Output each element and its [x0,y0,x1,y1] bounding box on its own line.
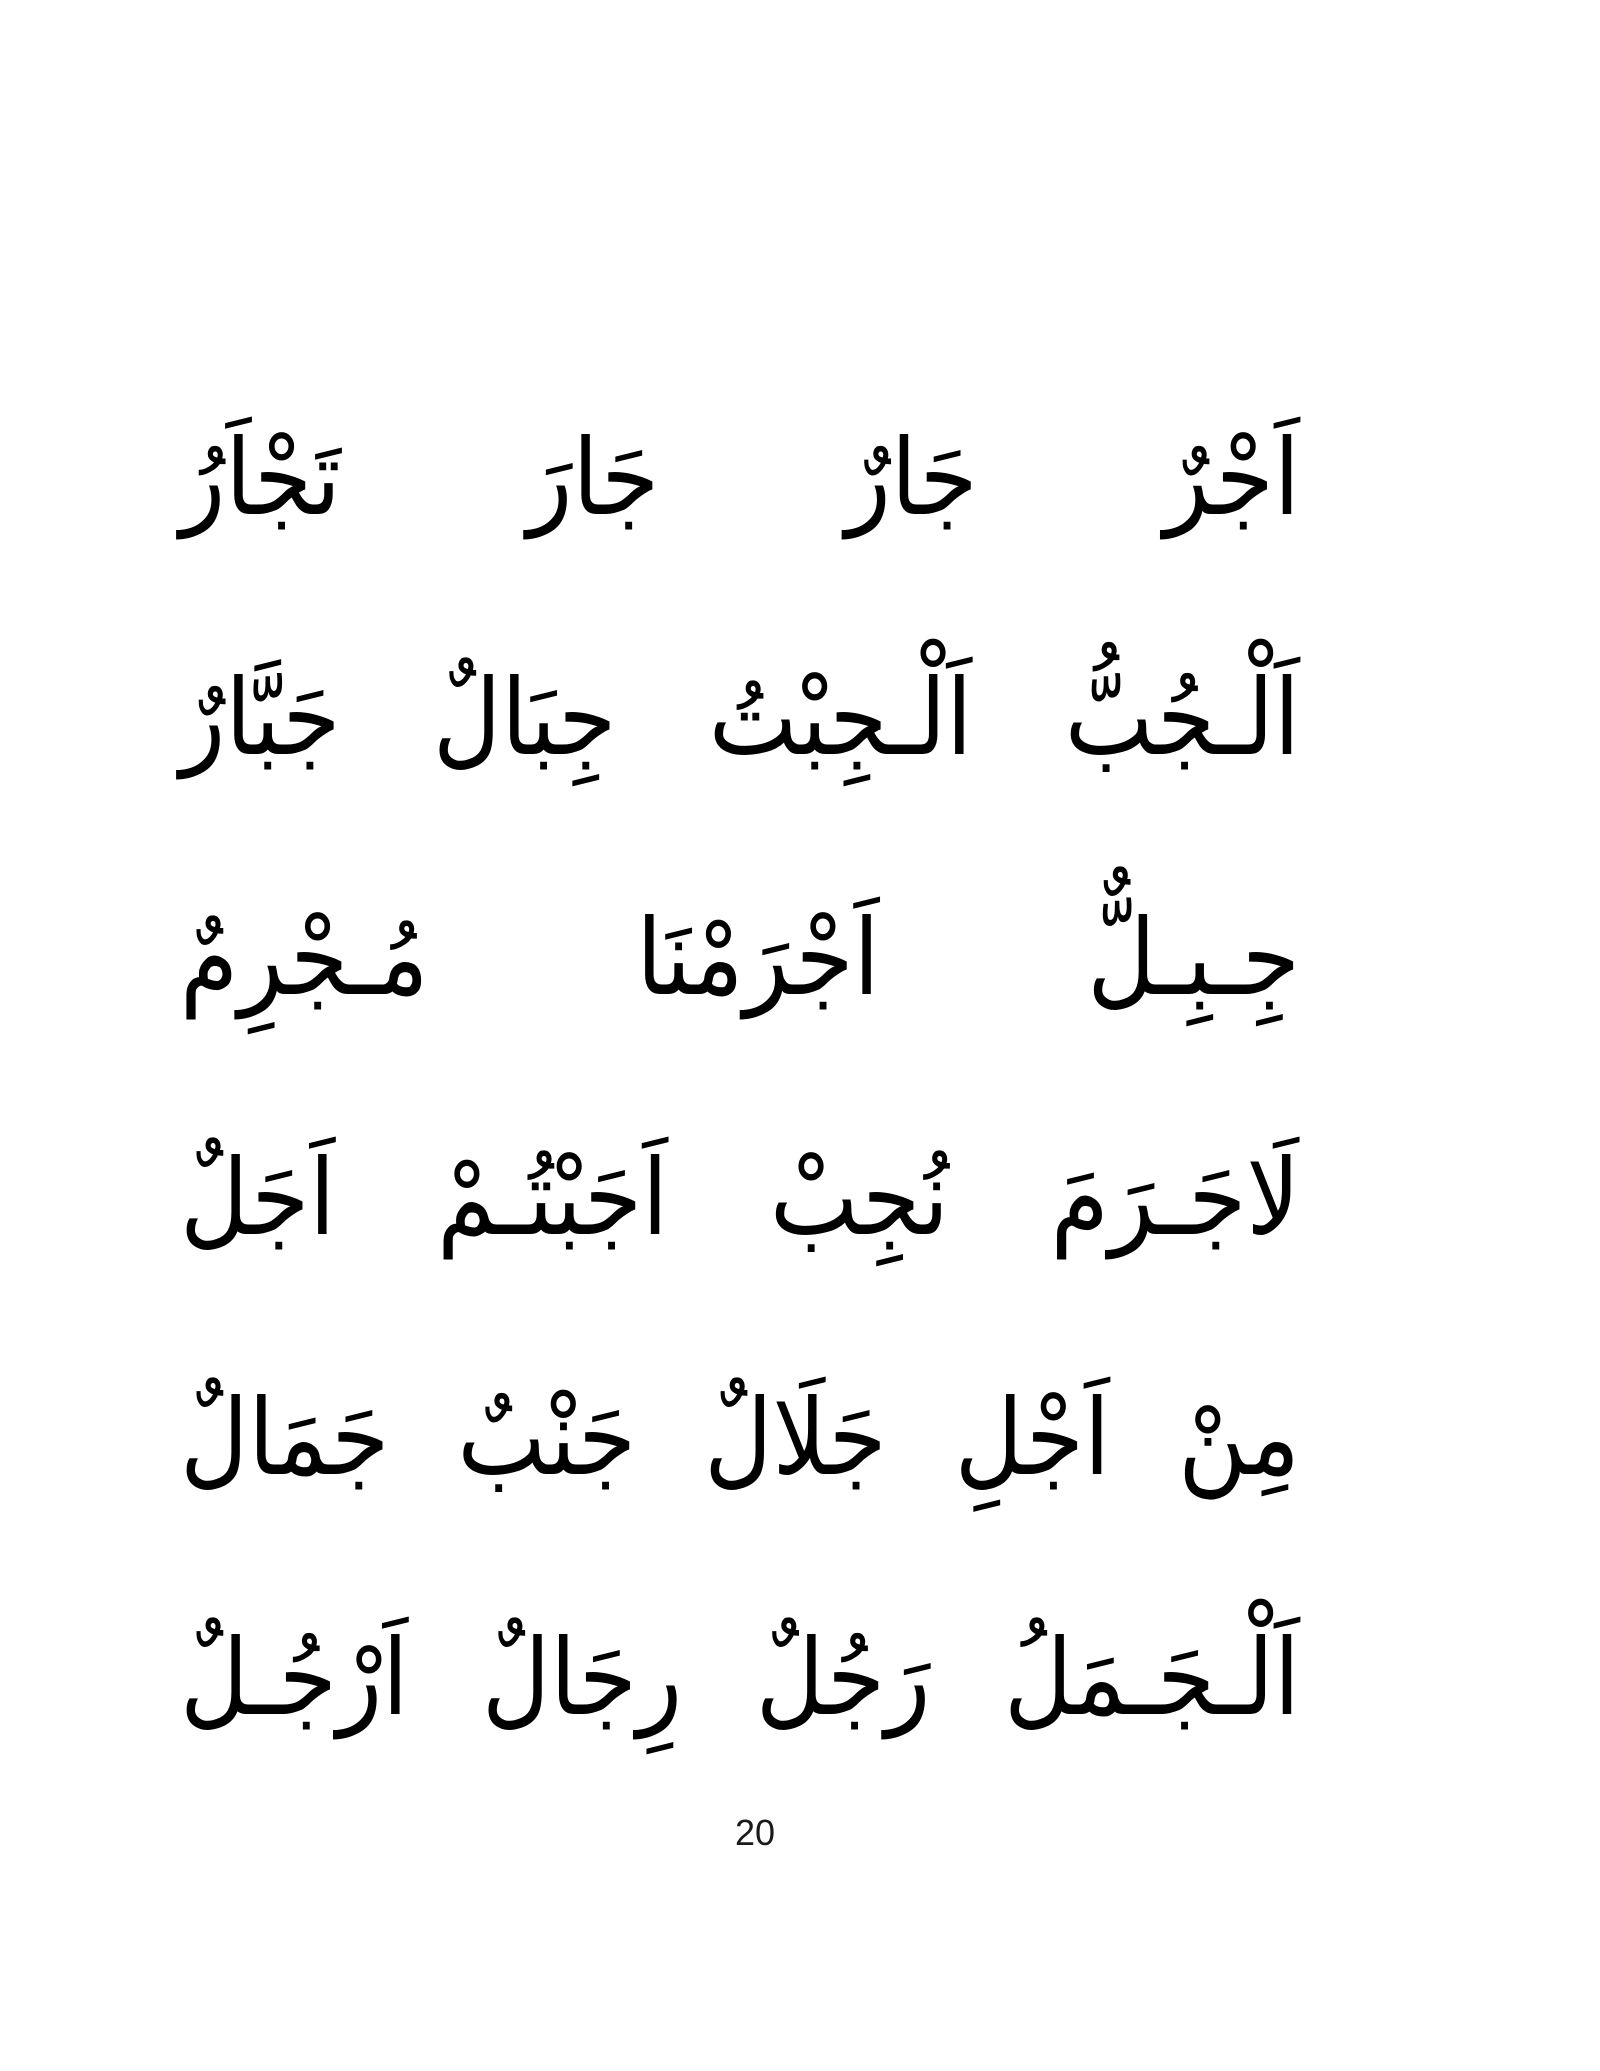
arabic-word-row-5 [180,1320,1300,1560]
arabic-word-row-2 [180,600,1300,840]
arabic-word-row-4 [180,1080,1300,1320]
arabic-word: اَجَلٌ [180,1137,336,1260]
arabic-word: جَلَالٌ [704,1377,887,1500]
arabic-word: جَمَالٌ [180,1377,390,1500]
arabic-word: اَلْـجِبْتُ [708,657,973,780]
arabic-word: جَارٌ [845,417,978,540]
arabic-word: جِبَالٌ [432,657,617,780]
arabic-word: اَجْرَمْنَا [636,897,880,1020]
arabic-word: اَلْـجَـمَلُ [1003,1617,1300,1740]
page-number-label: 20 [734,1812,776,1853]
arabic-word: اَرْجُـلٌ [180,1617,409,1740]
arabic-word: نُجِبْ [769,1137,949,1260]
arabic-word-row-1 [180,360,1300,600]
arabic-word: لَاجَـرَمَ [1050,1137,1300,1260]
arabic-word: اَلْـجُبُّ [1064,657,1300,780]
arabic-word: مُـجْرِمٌ [180,897,429,1020]
arabic-word-row-3 [180,840,1300,1080]
arabic-word: اَجْرٌ [1163,417,1300,540]
arabic-word: اَجْلِ [954,1377,1111,1500]
arabic-word: جَارَ [527,417,660,540]
arabic-word-row-6 [180,1560,1300,1800]
arabic-word: جَبَّارٌ [180,657,341,780]
arabic-word: رَجُلٌ [755,1617,931,1740]
arabic-word: اَجَبْتُـمْ [437,1137,669,1260]
arabic-text-block [180,360,1300,1800]
arabic-word: جَنْبٌ [457,1377,637,1500]
arabic-word: جِـبِـلٌّ [1087,897,1300,1020]
arabic-word: تَجْاَرُ [180,417,341,540]
arabic-word: رِجَالٌ [481,1617,683,1740]
arabic-word: مِنْ [1178,1377,1300,1500]
